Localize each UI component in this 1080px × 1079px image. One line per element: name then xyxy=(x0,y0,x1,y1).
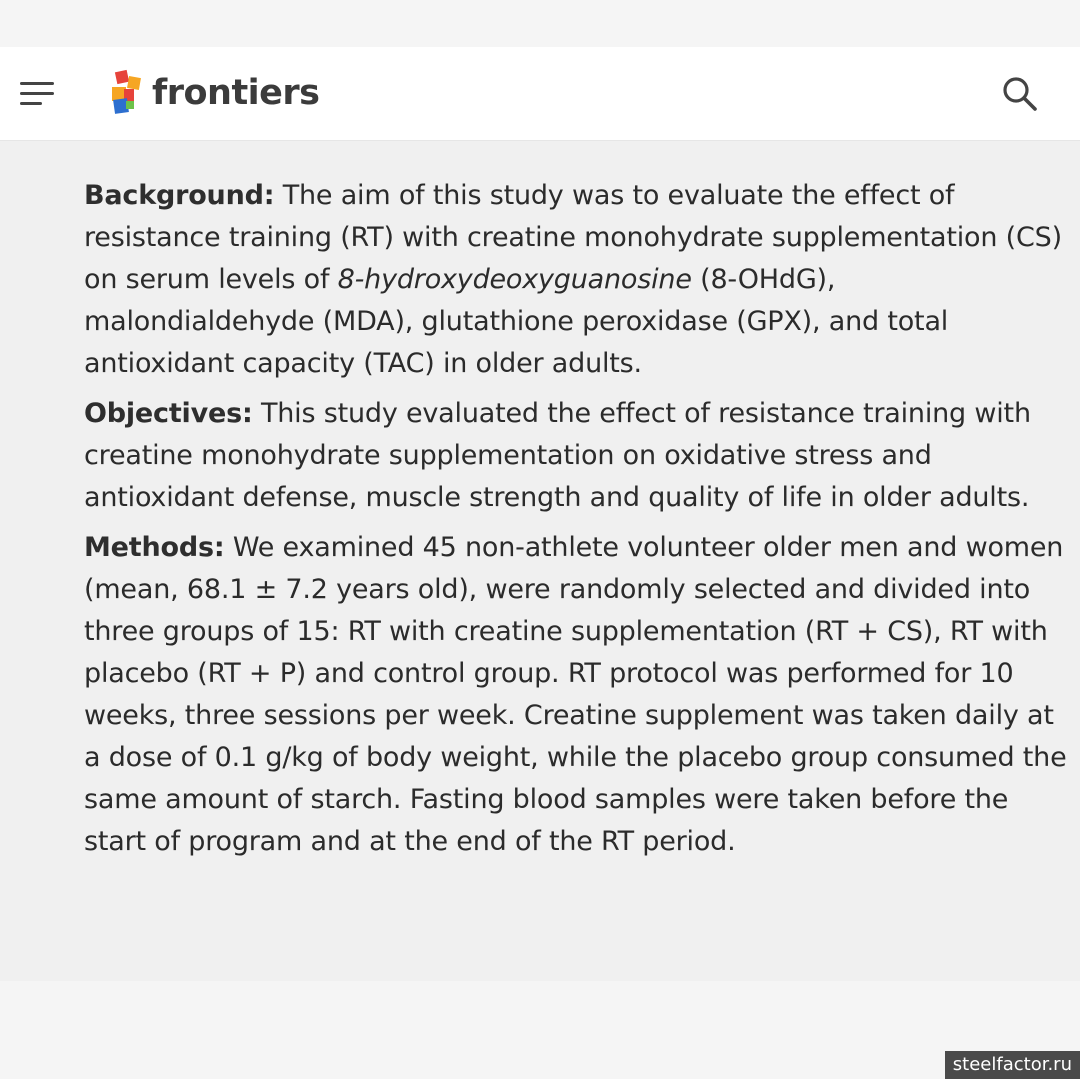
background-label: Background: xyxy=(84,180,275,211)
bottom-area xyxy=(0,981,1080,1079)
methods-text: We examined 45 non-athlete volunteer older men and women (mean, 68.1 ± 7.2 years old), were randomly selected and divided into three groups of 15: RT with creatine supplementation (RT + CS), RT with placebo (RT + P) and control group. RT protocol was performed for 10 weeks, three sessions per week. Creatine supplement was taken daily at a dose of 0.1 g/kg of body weight, while the placebo group consumed the same amount of starch. Fasting blood samples were taken before the start of program and at the end of the RT period. xyxy=(84,532,1067,857)
search-icon[interactable] xyxy=(1000,74,1040,114)
methods-paragraph xyxy=(84,527,1069,863)
logo-text: frontiers xyxy=(152,73,320,113)
background-text-before: The aim of this study was to evaluate the effect of resistance training (RT) with creatine monohydrate supplementation (CS) on serum levels of xyxy=(84,180,1062,295)
methods-label: Methods: xyxy=(84,532,225,563)
frontiers-logo-mark-icon xyxy=(106,69,146,117)
site-header xyxy=(0,47,1080,141)
top-strip xyxy=(0,0,1080,47)
background-italic-term: 8-hydroxydeoxyguanosine xyxy=(337,264,692,295)
watermark: steelfactor.ru xyxy=(945,1051,1080,1079)
objectives-label: Objectives: xyxy=(84,398,253,429)
background-paragraph xyxy=(84,175,1069,385)
frontiers-logo[interactable] xyxy=(106,69,320,117)
article-content xyxy=(0,141,1080,981)
objectives-text: This study evaluated the effect of resistance training with creatine monohydrate supplementation on oxidative stress and antioxidant defense, muscle strength and quality of life in older adults. xyxy=(84,398,1031,513)
abstract xyxy=(84,175,1069,871)
background-text-after: (8-OHdG), malondialdehyde (MDA), glutathione peroxidase (GPX), and total antioxidant capacity (TAC) in older adults. xyxy=(84,264,949,379)
hamburger-menu-icon[interactable] xyxy=(20,80,56,108)
objectives-paragraph xyxy=(84,393,1069,519)
